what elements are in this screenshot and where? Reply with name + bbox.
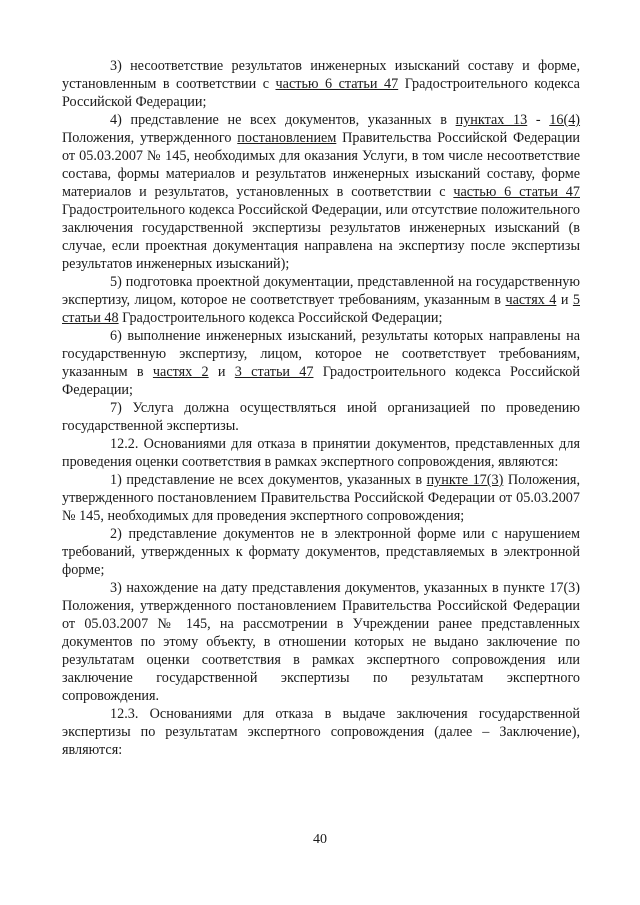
paragraph	[62, 471, 580, 525]
paragraph-text: Градостроительного кодекса Российской Федерации;	[62, 364, 580, 398]
paragraph	[62, 705, 580, 759]
paragraph-text: 12.2. Основаниями для отказа в принятии документов, представленных для проведения оценки соответствия в рамках экспертного сопровождения, являются:	[62, 436, 580, 470]
paragraph	[62, 399, 580, 435]
paragraph-text: Градостроительного кодекса Российской Федерации, или отсутствие положительного заключения государственной экспертизы результатов инженерных изысканий (в случае, если проектная документация направлена на экспертизу после экспертизы результатов инженерных изысканий);	[62, 202, 580, 272]
paragraph-text: 12.3. Основаниями для отказа в выдаче заключения государственной экспертизы по результатам экспертного сопровождения (далее – Заключение), являются:	[62, 706, 580, 758]
paragraph	[62, 57, 580, 111]
paragraph	[62, 435, 580, 471]
paragraph-text: 5) подготовка проектной документации, представленной на государственную экспертизу, лицом, которое не соответствует требованиям, указанным в	[62, 274, 580, 308]
paragraph-text: и	[556, 292, 573, 308]
paragraph-text: 4) представление не всех документов, указанных в	[110, 112, 456, 128]
document-link[interactable]: 3 статьи 47	[234, 364, 314, 380]
paragraph	[62, 579, 580, 705]
paragraph-text: Градостроительного кодекса Российской Федерации;	[62, 76, 580, 110]
document-link[interactable]: 16(4)	[549, 112, 581, 128]
paragraph-text: 1) представление не всех документов, указанных в	[110, 472, 427, 488]
document-link[interactable]: частью 6 статьи 47	[275, 76, 399, 92]
paragraph-text: 3) несоответствие результатов инженерных изысканий составу и форме, установленным в соответствии с	[62, 58, 580, 92]
paragraph-text: -	[527, 112, 550, 128]
paragraph	[62, 111, 580, 273]
paragraph	[62, 273, 580, 327]
paragraph-text: Правительства Российской Федерации от 05.03.2007 № 145, необходимых для оказания Услуги, в том числе несоответствие состава, формы материалов и результатов инженерных изысканий составу, форме материалов и результатов, установленных в соответствии с	[62, 130, 580, 200]
document-body	[62, 57, 580, 759]
paragraph-text: и	[208, 364, 235, 380]
paragraph-text: 6) выполнение инженерных изысканий, результаты которых направлены на государственную экспертизу, лицом, которое не соответствует требованиям, указанным в	[62, 328, 580, 380]
document-link[interactable]: пунктах 13	[455, 112, 528, 128]
paragraph-text: 7) Услуга должна осуществляться иной организацией по проведению государственной экспертизы.	[62, 400, 580, 434]
document-link[interactable]: постановлением	[237, 130, 337, 146]
document-page	[62, 57, 580, 759]
document-link[interactable]: 5 статьи 48	[62, 292, 580, 326]
paragraph	[62, 525, 580, 579]
paragraph-text: Положения, утвержденного постановлением Правительства Российской Федерации от 05.03.2007 № 145, необходимых для проведения экспертного сопровождения;	[62, 472, 580, 524]
paragraph	[62, 327, 580, 399]
document-link[interactable]: частях 4	[505, 292, 557, 308]
page-number: 40	[313, 832, 327, 847]
document-link[interactable]: пункте 17(3)	[426, 472, 504, 488]
paragraph-text: Градостроительного кодекса Российской Федерации;	[118, 310, 443, 326]
paragraph-text: 2) представление документов не в электронной форме или с нарушением требований, утвержденных к формату документов, представляемых в электронной форме;	[62, 526, 580, 578]
document-link[interactable]: частях 2	[152, 364, 209, 380]
paragraph-text: 3) нахождение на дату представления документов, указанных в пункте 17(3) Положения, утвержденного постановлением Правительства Российской Федерации от 05.03.2007 № 145, на рассмотрении в Учреждении ранее представленных документов по этому объекту, в отношении которых не выдано заключение по результатам оценки соответствия в рамках экспертного сопровождения или заключение государственной экспертизы по результатам экспертного сопровождения.	[62, 580, 580, 704]
document-link[interactable]: частью 6 статьи 47	[453, 184, 580, 200]
paragraph-text: Положения, утвержденного	[62, 130, 238, 146]
